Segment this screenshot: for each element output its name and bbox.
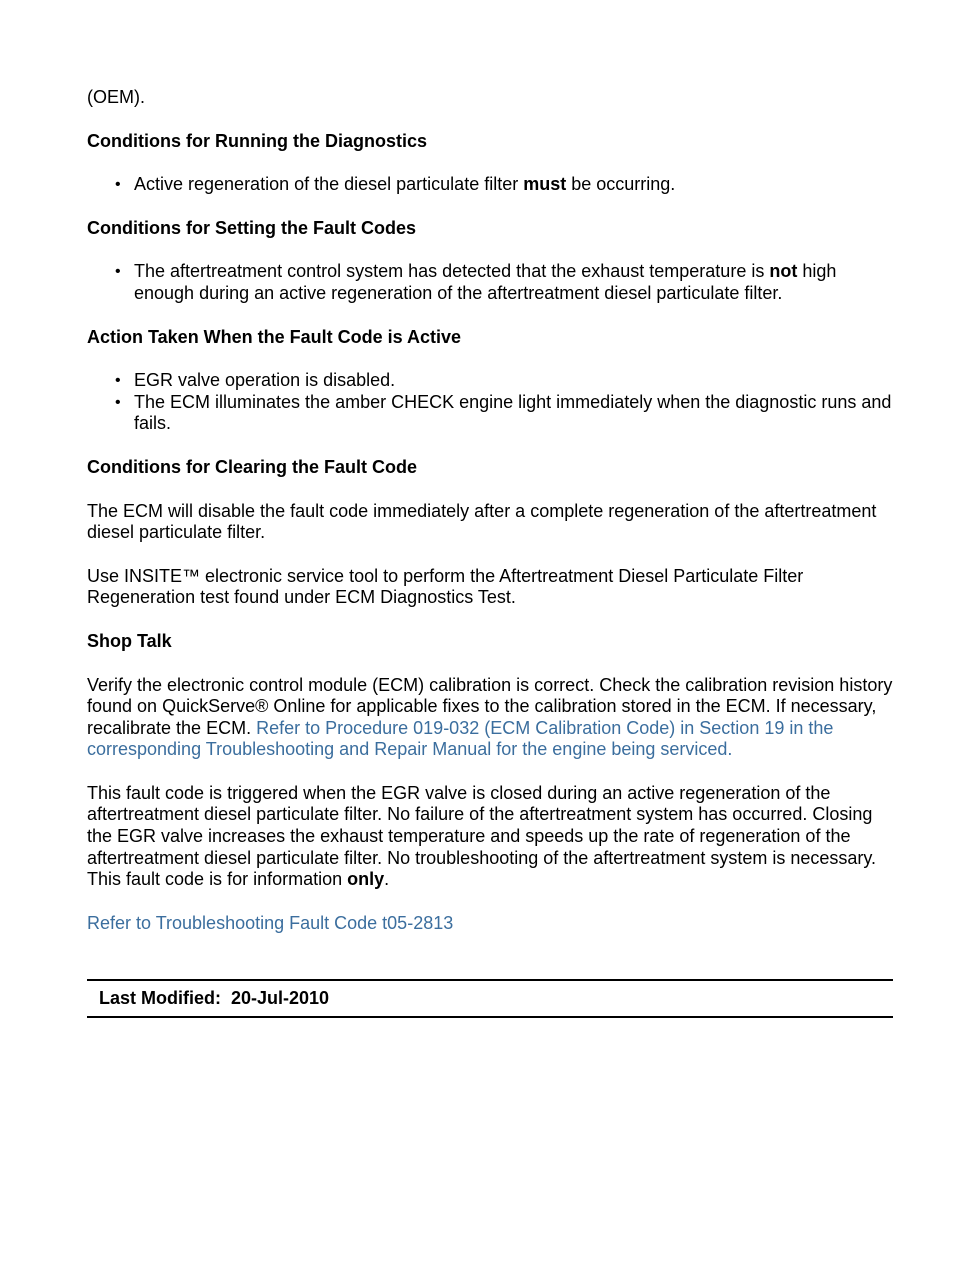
footer-bar xyxy=(87,979,893,1018)
list-item: • The ECM illuminates the amber CHECK engine light immediately when the diagnostic runs and fails. xyxy=(134,392,893,435)
heading-running-diagnostics: Conditions for Running the Diagnostics xyxy=(87,130,427,151)
procedure-019-032-link[interactable]: Refer to Procedure 019-032 (ECM Calibration Code) in Section 19 in the corresponding Troubleshooting and Repair Manual for the engine being serviced. xyxy=(87,717,834,760)
clearing-paragraph-2: Use INSITE™ electronic service tool to perform the Aftertreatment Diesel Particulate Filter Regeneration test found under ECM Diagnostics Test. xyxy=(87,565,804,608)
document-body xyxy=(87,87,893,956)
emphasis-not: not xyxy=(769,261,798,282)
shoptalk-text: Verify the electronic control module (ECM) calibration is correct. Check the calibration revision history found on QuickServe® Online for applicable fixes to the calibration stored in the ECM. If necessary, recalibrate the ECM. xyxy=(87,674,893,738)
emphasis-must: must xyxy=(523,174,567,195)
action-list xyxy=(87,370,893,435)
emphasis-only: only xyxy=(347,869,385,890)
last-modified-label: Last Modified: 20-Jul-2010 xyxy=(99,988,330,1008)
list-item xyxy=(134,174,893,196)
troubleshooting-fault-code-link[interactable]: Refer to Troubleshooting Fault Code t05-2813 xyxy=(87,912,454,933)
heading-action-taken: Action Taken When the Fault Code is Active xyxy=(87,326,462,347)
item-text: Active regeneration of the diesel particulate filter xyxy=(134,174,524,195)
running-conditions-list xyxy=(87,174,893,196)
item-text: be occurring. xyxy=(566,174,676,195)
shoptalk-paragraph-2 xyxy=(87,783,893,891)
setting-conditions-list xyxy=(87,261,893,304)
heading-setting-fault-codes: Conditions for Setting the Fault Codes xyxy=(87,217,416,238)
shoptalk-paragraph-1 xyxy=(87,675,893,761)
list-item: • EGR valve operation is disabled. xyxy=(134,370,893,392)
intro-tail: (OEM). xyxy=(87,87,145,107)
shoptalk-text: This fault code is triggered when the EGR valve is closed during an active regeneration of the aftertreatment diesel particulate filter. No failure of the aftertreatment system has occurred. Closing the EGR valve increases the exhaust temperature and speeds up the rate of regeneration of the aftertreatment diesel particulate filter. No troubleshooting of the aftertreatment system is necessary. This fault code is for information xyxy=(87,782,877,890)
item-text: The aftertreatment control system has detected that the exhaust temperature is xyxy=(134,261,770,282)
list-item xyxy=(134,261,893,304)
heading-clearing-fault-code: Conditions for Clearing the Fault Code xyxy=(87,456,417,477)
clearing-paragraph-1: The ECM will disable the fault code immediately after a complete regeneration of the aftertreatment diesel particulate filter. xyxy=(87,500,877,543)
heading-shop-talk: Shop Talk xyxy=(87,630,172,651)
item-text: high enough during an active regeneration of the aftertreatment diesel particulate filter. xyxy=(134,261,837,303)
shoptalk-text: . xyxy=(384,869,390,890)
